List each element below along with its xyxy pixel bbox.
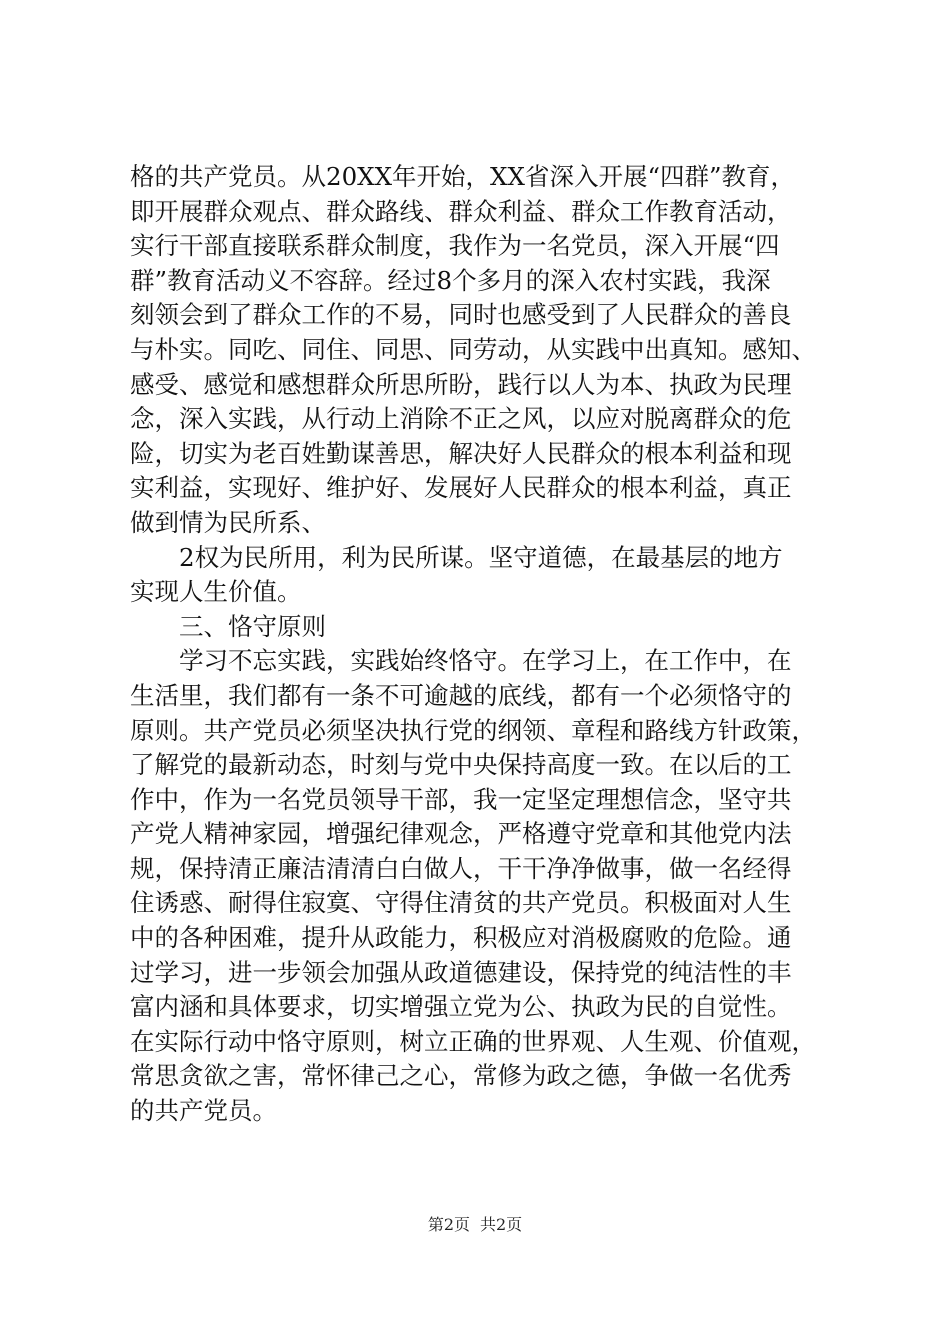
text-line: 刻领会到了群众工作的不易，同时也感受到了人民群众的善良 (130, 300, 792, 330)
text-line: 感受、感觉和感想群众所思所盼，践行以人为本、执政为民理 (130, 369, 792, 399)
text-line: 与朴实。同吃、同住、同思、同劳动，从实践中出真知。感知、 (130, 334, 816, 364)
text-line: 常思贪欲之害，常怀律己之心，常修为政之德，争做一名优秀 (130, 1061, 792, 1091)
text-line: 住诱惑、耐得住寂寞、守得住清贫的共产党员。积极面对人生 (130, 888, 792, 918)
section-heading: 三、恪守原则 (179, 611, 326, 641)
text-line: 了解党的最新动态，时刻与党中央保持高度一致。在以后的工 (130, 750, 792, 780)
text-line: 学习不忘实践，实践始终恪守。在学习上，在工作中，在 (179, 646, 792, 676)
text-line: 中的各种困难，提升从政能力，积极应对消极腐败的危险。通 (130, 923, 792, 953)
text-line: 即开展群众观点、群众路线、群众利益、群众工作教育活动， (130, 196, 792, 226)
page-footer (0, 1214, 950, 1236)
text-line: 格的共产党员。从20XX年开始，XX省深入开展“四群”教育， (130, 162, 795, 191)
text-line: 实利益，实现好、维护好、发展好人民群众的根本利益，真正 (130, 473, 792, 503)
text-line: 原则。共产党员必须坚决执行党的纲领、章程和路线方针政策， (130, 715, 816, 745)
text-line: 实现人生价值。 (130, 577, 302, 607)
text-line: 2权为民所用，利为民所谋。坚守道德，在最基层的地方 (179, 542, 783, 572)
page-number: 第2页 (427, 1215, 470, 1234)
text-line: 险，切实为老百姓勤谋善思，解决好人民群众的根本利益和现 (130, 438, 792, 468)
text-line: 生活里，我们都有一条不可逾越的底线，都有一个必须恪守的 (130, 680, 792, 710)
text-line: 过学习，进一步领会加强从政道德建设，保持党的纯洁性的丰 (130, 957, 792, 987)
document-body (130, 160, 830, 1129)
text-line: 的共产党员。 (130, 1096, 277, 1126)
text-line: 群”教育活动义不容辞。经过8个多月的深入农村实践，我深 (130, 265, 771, 295)
text-line: 做到情为民所系、 (130, 507, 326, 537)
text-line: 实行干部直接联系群众制度，我作为一名党员，深入开展“四 (130, 231, 780, 261)
text-line: 产党人精神家园，增强纪律观念，严格遵守党章和其他党内法 (130, 819, 792, 849)
text-line: 在实际行动中恪守原则，树立正确的世界观、人生观、价值观， (130, 1026, 816, 1056)
text-line: 规，保持清正廉洁清清白白做人，干干净净做事，做一名经得 (130, 853, 792, 883)
page-total: 共2页 (480, 1215, 523, 1234)
text-line: 作中，作为一名党员领导干部，我一定坚定理想信念，坚守共 (130, 784, 792, 814)
text-line: 富内涵和具体要求，切实增强立党为公、执政为民的自觉性。 (130, 992, 792, 1022)
text-line: 念，深入实践，从行动上消除不正之风，以应对脱离群众的危 (130, 404, 792, 434)
